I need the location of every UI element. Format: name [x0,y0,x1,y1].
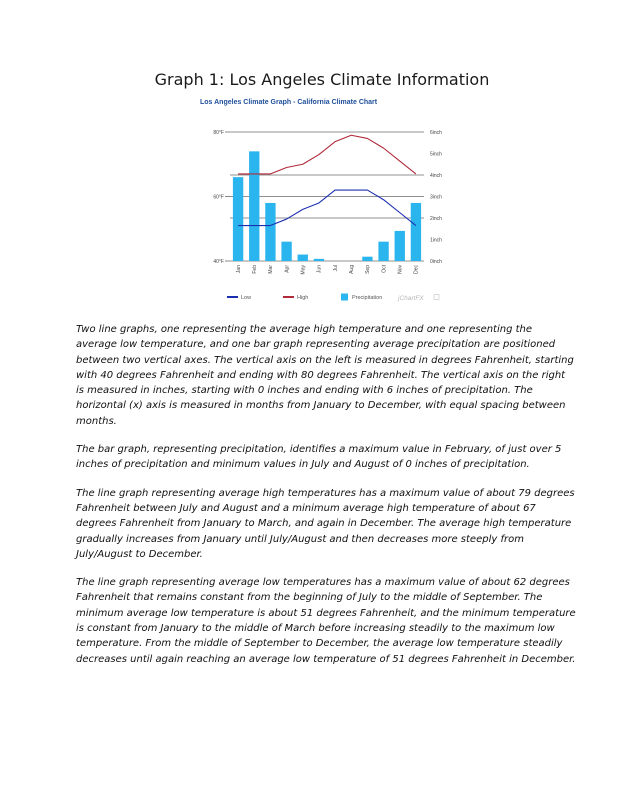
chart-axes [213,130,442,275]
external-link-icon [434,295,439,300]
low-temperature-line [238,190,416,225]
legend-precipitation-swatch [341,294,348,301]
x-tick-label-may: May [300,265,307,275]
right-tick-label: 4inch [430,172,442,179]
legend-precipitation-label: Precipitation [352,295,383,301]
x-tick-label-jun: Jun [316,265,323,274]
climate-chart-svg [186,95,466,310]
x-tick-label-dec: Dec [413,265,420,274]
left-tick-label: 40°F [213,258,224,265]
x-tick-label-aug: Aug [349,265,356,274]
x-tick-label-mar: Mar [268,265,275,274]
left-tick-label: 80°F [213,129,224,136]
x-tick-label-jul: Jul [332,265,339,272]
paragraph-overview: Two line graphs, one representing the average high temperature and one representing the average low temperature, and one bar graph representing average precipitation are positioned between two vertical axes. The vertical axis on the left is measured in degrees Fahrenheit, starting with 40 degrees Fahrenheit and ending with 80 degrees Fahrenheit. The vertical axis on the right is measured in inches, starting with 0 inches and ending with 6 inches of precipitation. The horizontal (x) axis is measured in months from January to December, with equal spacing between months. [76,324,574,427]
right-tick-label: 5inch [430,151,442,158]
x-tick-label-nov: Nov [397,265,404,274]
legend-high-label: High [297,295,309,301]
x-tick-label-oct: Oct [381,265,388,273]
precipitation-bars [233,151,421,261]
document-heading: Graph 1: Los Angeles Climate Information [154,70,490,89]
description-text [76,322,576,680]
x-tick-label-sep: Sep [365,265,372,274]
chart-credit: jChartFX [398,295,424,302]
precipitation-bar-nov [395,231,405,261]
precipitation-bar-dec [411,203,421,261]
climate-chart [186,95,466,310]
high-temperature-line [238,135,416,174]
precipitation-bar-oct [378,242,388,261]
precipitation-bar-apr [281,242,291,261]
right-tick-label: 1inch [430,237,442,244]
paragraph-precipitation: The bar graph, representing precipitation, identifies a maximum value in February, of just over 5 inches of precipitation and minimum values in July and August of 0 inches of precipitation. [76,444,562,471]
left-tick-label: 60°F [213,194,224,201]
x-tick-label-jan: Jan [235,265,242,274]
precipitation-bar-mar [265,203,275,261]
legend-low-label: Low [241,295,252,301]
x-tick-label-apr: Apr [284,265,291,273]
right-tick-label: 3inch [430,194,442,201]
precipitation-bar-sep [362,257,372,261]
precipitation-bar-feb [249,151,259,261]
chart-title: Los Angeles Climate Graph - California Climate Chart [200,99,378,106]
precipitation-bar-jan [233,177,243,261]
right-tick-label: 2inch [430,215,442,222]
paragraph-high-temperature: The line graph representing average high temperatures has a maximum value of about 79 degrees Fahrenheit between July and August and a minimum average high temperature of about 67 degrees Fahrenheit from January to March, and again in December. The average high temperature gradually increases from January until July/August and then decreases more steeply from July/August to December. [76,487,575,560]
paragraph-low-temperature: The line graph representing average low temperatures has a maximum value of about 62 degrees Fahrenheit that remains constant from the beginning of July to the middle of September. The minimum average low temperature is about 51 degrees Fahrenheit, and the minimum temperature is constant from January to the middle of March before increasing steadily to the maximum low temperature. From the middle of September to December, the average low temperature steadily decreases until again reaching an average low temperature of 51 degrees Fahrenheit in December. [76,577,576,665]
x-tick-label-feb: Feb [252,265,259,274]
temperature-lines [238,135,416,225]
right-tick-label: 6inch [430,129,442,136]
chart-legend [227,294,439,303]
right-tick-label: 0inch [430,258,442,265]
precipitation-bar-jun [314,259,324,261]
precipitation-bar-may [298,255,308,261]
